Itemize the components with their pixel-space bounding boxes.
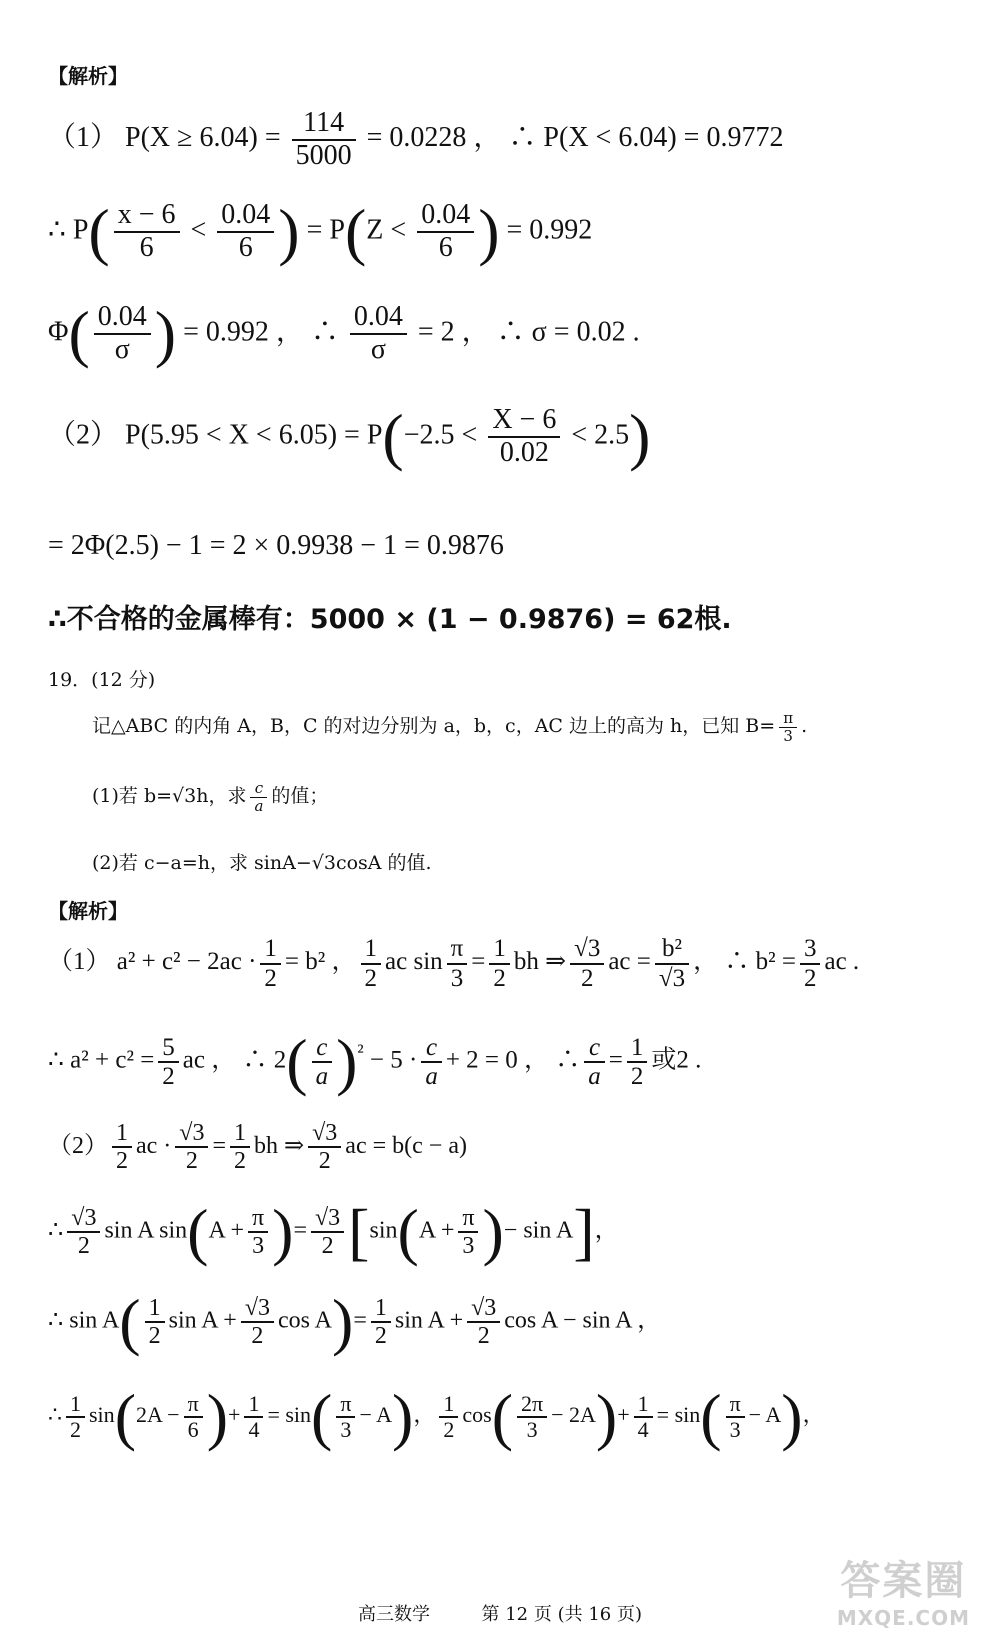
math-text: − 5 · (369, 1046, 418, 1074)
math-text: ac . (824, 948, 860, 976)
fraction: $\frac{c}{a}$ (250, 780, 267, 814)
question-sub1 (92, 780, 1000, 814)
math-text: + (228, 1402, 241, 1428)
fraction: $\frac{√3}{2}$ (67, 1205, 100, 1260)
question-number: 19．(12 分) (48, 669, 156, 691)
math-text: cos A (278, 1307, 333, 1334)
fraction: $\frac{0.04}{\sigma}$ (350, 302, 407, 366)
fraction: $\frac{\text{b²}}{√3}$ (655, 935, 689, 992)
fraction: $\frac{5}{2}$ (158, 1034, 179, 1091)
part-number: （1） (48, 122, 119, 154)
math-text: = (293, 1217, 307, 1244)
math-text: = P (306, 214, 345, 246)
fraction: $\frac{1}{2}$ (230, 1120, 250, 1175)
math-text: ， (802, 1402, 825, 1428)
math-text: Z < (366, 214, 407, 246)
math-text: sin A + (394, 1307, 464, 1334)
fraction: $\frac{1}{2}$ (439, 1392, 458, 1442)
watermark-logo (837, 1549, 970, 1630)
fraction: $\frac{1}{2}$ (371, 1295, 391, 1350)
solution19-part1-line2: ∴ a² + c² = $\frac{5}{2}$ ac ， ∴ 2( $\frac{c}{a}$ )$^{^2}$ − 5 · $\frac{c}{a}$ + 2 = 0 ， ∴ $\frac{c}{a}$ = $\frac{1}{2}$ 或2 . (48, 1026, 702, 1097)
fraction: $\frac{√3}{2}$ (175, 1120, 208, 1175)
fraction: $\frac{\pi}{3}$ (458, 1205, 478, 1260)
math-text: = sin (267, 1402, 312, 1428)
fraction: $\frac{1}{2}$ (361, 935, 382, 992)
fraction: $\frac{1}{4}$ (634, 1392, 653, 1442)
math-text: = (353, 1307, 367, 1334)
math-text: = (471, 948, 486, 976)
math-text: = 0.992 ， ∴ (183, 316, 339, 348)
math-text: ∴ (48, 1217, 64, 1244)
math-text: bh ⇒ (513, 948, 567, 976)
fraction: $\frac{X - 6}{0.02}$ (488, 405, 560, 469)
math-text: bh ⇒ (254, 1132, 305, 1159)
fraction: $\frac{x - 6}{6}$ (114, 200, 180, 264)
fraction: $\frac{1}{2}$ (260, 935, 281, 992)
watermark-url: MXQE.COM (836, 1606, 970, 1630)
fraction: $\frac{\pi}{3}$ (447, 935, 468, 992)
fraction: $\frac{c}{a}$ (584, 1034, 605, 1091)
math-text: < 2.5 (571, 419, 630, 451)
math-text: sin A sin (104, 1217, 188, 1244)
math-text: = sin (656, 1402, 701, 1428)
math-text: ， (594, 1217, 619, 1244)
fraction: $\frac{√3}{2}$ (311, 1205, 344, 1260)
math-text: ∴ P (48, 214, 89, 246)
fraction: $\frac{\pi}{6}$ (184, 1392, 203, 1442)
solution-part2-line2: = 2Φ(2.5) − 1 = 2 × 0.9938 − 1 = 0.9876 (48, 530, 504, 561)
math-text: + (617, 1402, 630, 1428)
solution19-part2-line1 (48, 1120, 1000, 1175)
solution-part1-line1 (48, 108, 1000, 172)
math-text: < (190, 214, 207, 246)
solution19-part2-line2: ∴ $\frac{√3}{2}$ sin A sin(A + $\frac{\pi}{3}$ )= $\frac{√3}{2}$ [sin(A + $\frac{\pi}{3}$ )− sin A]， (48, 1196, 619, 1267)
fraction: $\frac{0.04}{6}$ (417, 200, 474, 264)
math-text: A + (208, 1217, 245, 1244)
math-text: A + (418, 1217, 455, 1244)
fraction: $\frac{1}{2}$ (112, 1120, 132, 1175)
fraction: $\frac{√3}{2}$ (467, 1295, 500, 1350)
math-text: ， ∴ b² = (693, 948, 796, 976)
math-text: P(X ≥ 6.04) = (125, 122, 281, 154)
watermark-text: 答案圈 (840, 1558, 967, 1604)
fraction: $\frac{\pi}{3}$ (726, 1392, 745, 1442)
part-number: （1） (48, 948, 111, 976)
fraction: $\frac{3}{2}$ (800, 935, 821, 992)
fraction: $\frac{\pi}{3}$ (336, 1392, 355, 1442)
part-number: （2） (48, 419, 119, 451)
fraction: $\frac{1}{4}$ (244, 1392, 263, 1442)
question-sub2: (2)若 c−a=h，求 sinA−√3cosA 的值. (92, 852, 432, 874)
math-text: ² (357, 1039, 364, 1064)
math-text: −2.5 < (403, 419, 478, 451)
fraction: $\frac{2\pi}{3}$ (517, 1392, 547, 1442)
fraction: $\frac{1}{2}$ (145, 1295, 165, 1350)
math-text: a² + c² − 2ac · (116, 948, 257, 976)
fraction: $\frac{√3}{2}$ (241, 1295, 274, 1350)
math-text: = (212, 1132, 227, 1159)
fraction: $\frac{1}{2}$ (66, 1392, 85, 1442)
solution19-part2-line4: ∴ $\frac{1}{2}$ sin(2A − $\frac{\pi}{6}$ )+ $\frac{1}{4}$ = sin( $\frac{\pi}{3}$ − A)， $\frac{1}{2}$ cos( $\frac{2\pi}{3}$ − 2A)+ $\frac{1}{4}$ = sin( $\frac{\pi}{3}$ − A)， (48, 1381, 825, 1452)
math-text: P(5.95 < X < 6.05) = P (125, 419, 383, 451)
math-text: ac = (608, 948, 651, 976)
solution-part1-line3: Φ( $\frac{0.04}{\sigma}$ ) = 0.992 ， ∴ $\frac{0.04}{\sigma}$ = 2 ， ∴ σ = 0.02 . (48, 298, 640, 369)
fraction: $\frac{0.04}{\sigma}$ (94, 302, 151, 366)
math-text: ， (413, 1402, 436, 1428)
math-text: − sin A (503, 1217, 574, 1244)
fraction: $\frac{1}{2}$ (489, 935, 510, 992)
question-text: 记△ABC 的内角 A，B，C 的对边分别为 a，b，c，AC 边上的高为 h，已知 B= (92, 715, 776, 737)
math-text: + 2 = 0 ， ∴ (445, 1046, 581, 1074)
math-text: ac sin (385, 948, 443, 976)
math-text: − 2A (551, 1402, 596, 1428)
fraction: $\frac{1}{2}$ (627, 1034, 648, 1091)
math-text: ∴ a² + c² = (48, 1046, 155, 1074)
math-text: ac = b(c − a) (345, 1132, 467, 1159)
fraction: $\frac{\pi}{3}$ (248, 1205, 268, 1260)
math-text: cos (462, 1402, 492, 1428)
solution19-part2-line3: ∴ sin A( $\frac{1}{2}$ sin A + $\frac{√3}{2}$ cos A)= $\frac{1}{2}$ sin A + $\frac{√3}{2}$ cos A − sin A ， (48, 1286, 662, 1357)
fraction: $\frac{0.04}{6}$ (217, 200, 274, 264)
footer-subject: 高三数学 (358, 1604, 431, 1625)
solution-part2-line1: （2） P(5.95 < X < 6.05) = P(−2.5 < $\frac{X - 6}{0.02}$ < 2.5) (48, 401, 651, 472)
math-text: − A (359, 1402, 393, 1428)
fraction: $\frac{√3}{2}$ (570, 935, 604, 992)
math-text: ∴ sin A (48, 1307, 120, 1334)
question-stem (92, 710, 1000, 744)
math-text: − A (748, 1402, 782, 1428)
analysis-label-1: 【解析】 (48, 64, 128, 88)
fraction: $\frac{√3}{2}$ (308, 1120, 341, 1175)
math-text: ∴ (48, 1402, 62, 1428)
math-text: 或2 . (651, 1046, 702, 1074)
question-text: (1)若 b=√3h，求 (92, 785, 247, 807)
solution19-part1-line1 (48, 935, 1000, 992)
math-text: ac ， ∴ 2 (182, 1046, 287, 1074)
footer-page-number: 第 12 页 (共 16 页) (481, 1604, 642, 1625)
fraction: $\frac{\pi}{3}$ (779, 710, 797, 744)
math-text: = b² ， (284, 948, 357, 976)
analysis-label-2: 【解析】 (48, 899, 128, 923)
fraction: $\frac{c}{a}$ (312, 1034, 333, 1091)
solution-part1-line2: ∴ P( $\frac{x - 6}{6}$ < $\frac{0.04}{6}$ ) = P(Z < $\frac{0.04}{6}$ ) = 0.992 (48, 196, 593, 267)
math-text: sin A + (168, 1307, 237, 1334)
math-text: cos A − sin A ， (504, 1307, 662, 1334)
solution-part2-conclusion: ∴不合格的金属棒有：5000 × (1 − 0.9876) = 62根. (48, 604, 732, 635)
math-text: sin (369, 1217, 398, 1244)
fraction: $\frac{c}{a}$ (421, 1034, 442, 1091)
math-text: = 0.992 (506, 214, 593, 246)
question-text: . (801, 715, 808, 737)
math-text: 2A − (136, 1402, 180, 1428)
part-number: （2） (48, 1132, 108, 1159)
math-text: = 0.0228 ， ∴ P(X < 6.04) = 0.9772 (366, 122, 784, 154)
math-text: = 2 ， ∴ σ = 0.02 . (417, 316, 640, 348)
math-text: sin (89, 1402, 115, 1428)
math-text: ac · (136, 1132, 172, 1159)
fraction: $\frac{114}{5000}$ (292, 108, 356, 172)
math-text: = (608, 1046, 623, 1074)
math-text: Φ (48, 316, 69, 348)
question-text: 的值； (271, 785, 329, 807)
